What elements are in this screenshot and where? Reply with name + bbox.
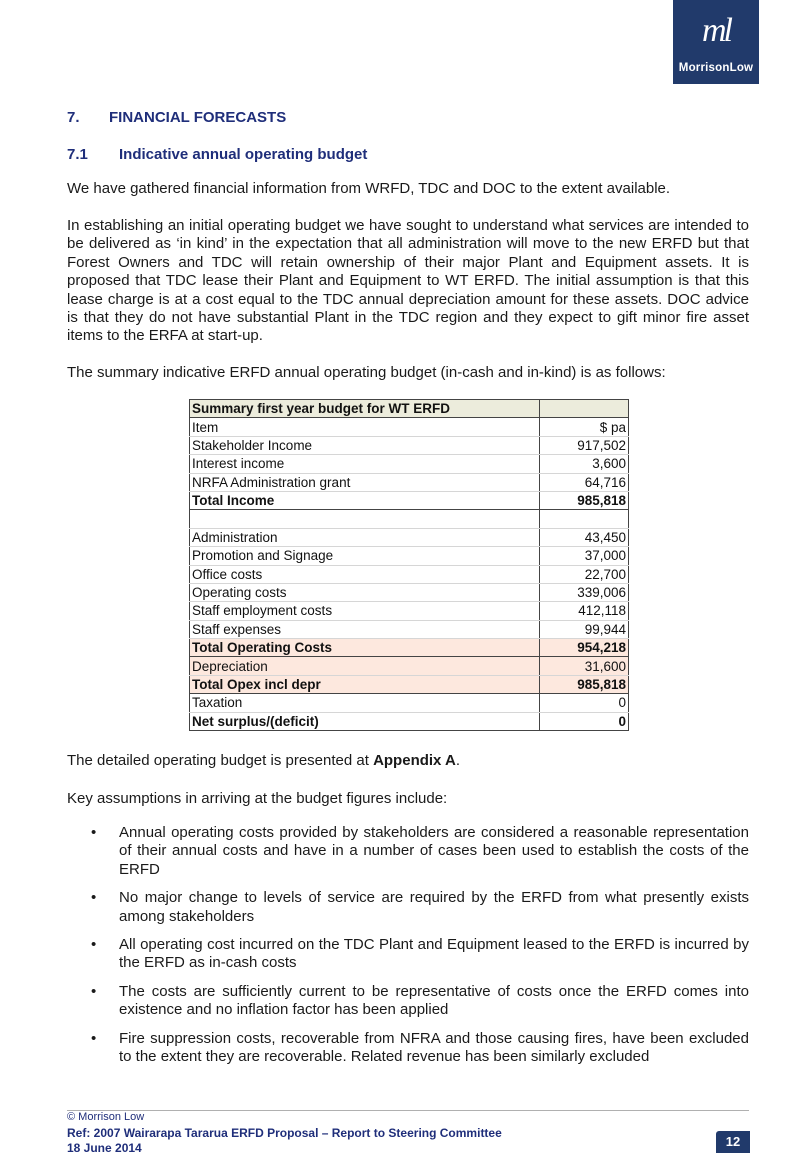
budget-summary-table	[189, 399, 629, 731]
row-value: 954,218	[540, 639, 629, 657]
row-value: 3,600	[540, 455, 629, 473]
table-row	[190, 455, 629, 473]
row-item: Office costs	[190, 565, 540, 583]
row-item: Interest income	[190, 455, 540, 473]
list-item	[67, 824, 749, 879]
row-value: 37,000	[540, 547, 629, 565]
row-item: Operating costs	[190, 583, 540, 601]
list-item-text: Annual operating costs provided by stakeholders are considered a reasonable representation of their annual costs and have in a number of cases been used to establish the costs of the ERFD	[119, 824, 749, 878]
bullet-icon: •	[91, 889, 97, 907]
table-row	[190, 436, 629, 454]
subsection-number: 7.1	[67, 146, 88, 163]
appendix-reference: Appendix A	[373, 752, 456, 769]
row-value: 339,006	[540, 583, 629, 601]
row-item: Total Opex incl depr	[190, 675, 540, 693]
key-assumptions-paragraph: Key assumptions in arriving at the budget figures include:	[67, 790, 448, 807]
row-item: NRFA Administration grant	[190, 473, 540, 491]
page-number: 12	[716, 1131, 750, 1153]
detailed-end: .	[455, 752, 461, 769]
section-number: 7.	[67, 109, 80, 126]
total-operating-costs-row	[190, 639, 629, 657]
section-heading	[67, 109, 286, 126]
row-value: 985,818	[540, 675, 629, 693]
bullet-icon: •	[91, 1029, 97, 1047]
row-value: 43,450	[540, 528, 629, 546]
row-item: Stakeholder Income	[190, 436, 540, 454]
subsection-heading	[67, 146, 367, 163]
row-value: 64,716	[540, 473, 629, 491]
row-value: 31,600	[540, 657, 629, 675]
bullet-icon: •	[91, 982, 97, 1000]
depreciation-row	[190, 657, 629, 675]
taxation-row	[190, 694, 629, 712]
row-item: Total Operating Costs	[190, 639, 540, 657]
row-value: 99,944	[540, 620, 629, 638]
row-item: Administration	[190, 528, 540, 546]
table-row	[190, 528, 629, 546]
row-value: 22,700	[540, 565, 629, 583]
establishing-paragraph: In establishing an initial operating budget we have sought to understand what services are intended to be delivered as ‘in kind’ in the expectation that all administration will move to the new ERFD but that Forest Owners and TDC will retain ownership of their major Plant and Equipment assets. It is proposed that TDC lease their Plant and Equipment to WT ERFD. The initial assumption is that this lease charge is at a cost equal to the TDC annual depreciation amount for these assets. DOC advice is that they do not have substantial Plant in the TDC region and they expect to gift minor fire asset items to the ERFA at start-up.	[67, 217, 749, 345]
section-title: FINANCIAL FORECASTS	[109, 109, 287, 126]
table-title: Summary first year budget for WT ERFD	[190, 400, 540, 418]
row-value: 412,118	[540, 602, 629, 620]
logo-mark: ml	[702, 12, 730, 49]
footer-date: 18 June 2014	[67, 1141, 142, 1155]
table-row	[190, 473, 629, 491]
bullet-icon: •	[91, 824, 97, 841]
assumptions-list	[67, 824, 749, 1076]
header-item: Item	[190, 418, 540, 436]
row-item: Promotion and Signage	[190, 547, 540, 565]
table-row	[190, 620, 629, 638]
table-row	[190, 565, 629, 583]
table-title-row	[190, 400, 629, 418]
header-value: $ pa	[540, 418, 629, 436]
subsection-title: Indicative annual operating budget	[119, 146, 368, 163]
list-item-text: The costs are sufficiently current to be representative of costs once the ERFD comes into existence and no inflation factor has been applied	[119, 982, 749, 1019]
table-row	[190, 547, 629, 565]
table-title-value-cell	[540, 400, 629, 418]
row-item: Total Income	[190, 491, 540, 509]
list-item	[67, 889, 749, 926]
table-header-row	[190, 418, 629, 436]
row-item	[190, 510, 540, 528]
footer-copyright: © Morrison Low	[67, 1111, 145, 1123]
summary-paragraph: The summary indicative ERFD annual operating budget (in-cash and in-kind) is as follows:	[67, 364, 666, 381]
net-surplus-row	[190, 712, 629, 730]
list-item-text: No major change to levels of service are required by the ERFD from what presently exists among stakeholders	[119, 889, 749, 925]
footer-reference: Ref: 2007 Wairarapa Tararua ERFD Proposal – Report to Steering Committee	[67, 1126, 502, 1140]
row-value: 985,818	[540, 491, 629, 509]
bullet-icon: •	[91, 936, 97, 954]
table-row	[190, 602, 629, 620]
row-value: 917,502	[540, 436, 629, 454]
row-value	[540, 510, 629, 528]
row-item: Net surplus/(deficit)	[190, 712, 540, 730]
row-item: Staff expenses	[190, 620, 540, 638]
morrisonlow-logo	[673, 0, 759, 84]
list-item	[67, 936, 749, 973]
row-item: Taxation	[190, 694, 540, 712]
footer-divider	[67, 1110, 749, 1111]
detailed-text: The detailed operating budget is presented at	[67, 752, 374, 769]
row-value: 0	[540, 694, 629, 712]
row-value: 0	[540, 712, 629, 730]
detailed-paragraph	[67, 752, 749, 770]
row-item: Depreciation	[190, 657, 540, 675]
list-item-text: All operating cost incurred on the TDC Plant and Equipment leased to the ERFD is incurred by the ERFD as in-cash costs	[119, 936, 749, 972]
table-spacer-row	[190, 510, 629, 528]
list-item-text: Fire suppression costs, recoverable from NFRA and those causing fires, have been excluded to the extent they are recoverable. Related revenue has been similarly excluded	[119, 1029, 749, 1066]
total-opex-row	[190, 675, 629, 693]
list-item	[67, 1030, 749, 1067]
table-row	[190, 583, 629, 601]
total-income-row	[190, 491, 629, 509]
list-item	[67, 983, 749, 1020]
row-item: Staff employment costs	[190, 602, 540, 620]
intro-paragraph: We have gathered financial information from WRFD, TDC and DOC to the extent available.	[67, 180, 671, 197]
logo-wordmark: MorrisonLow	[678, 62, 754, 74]
